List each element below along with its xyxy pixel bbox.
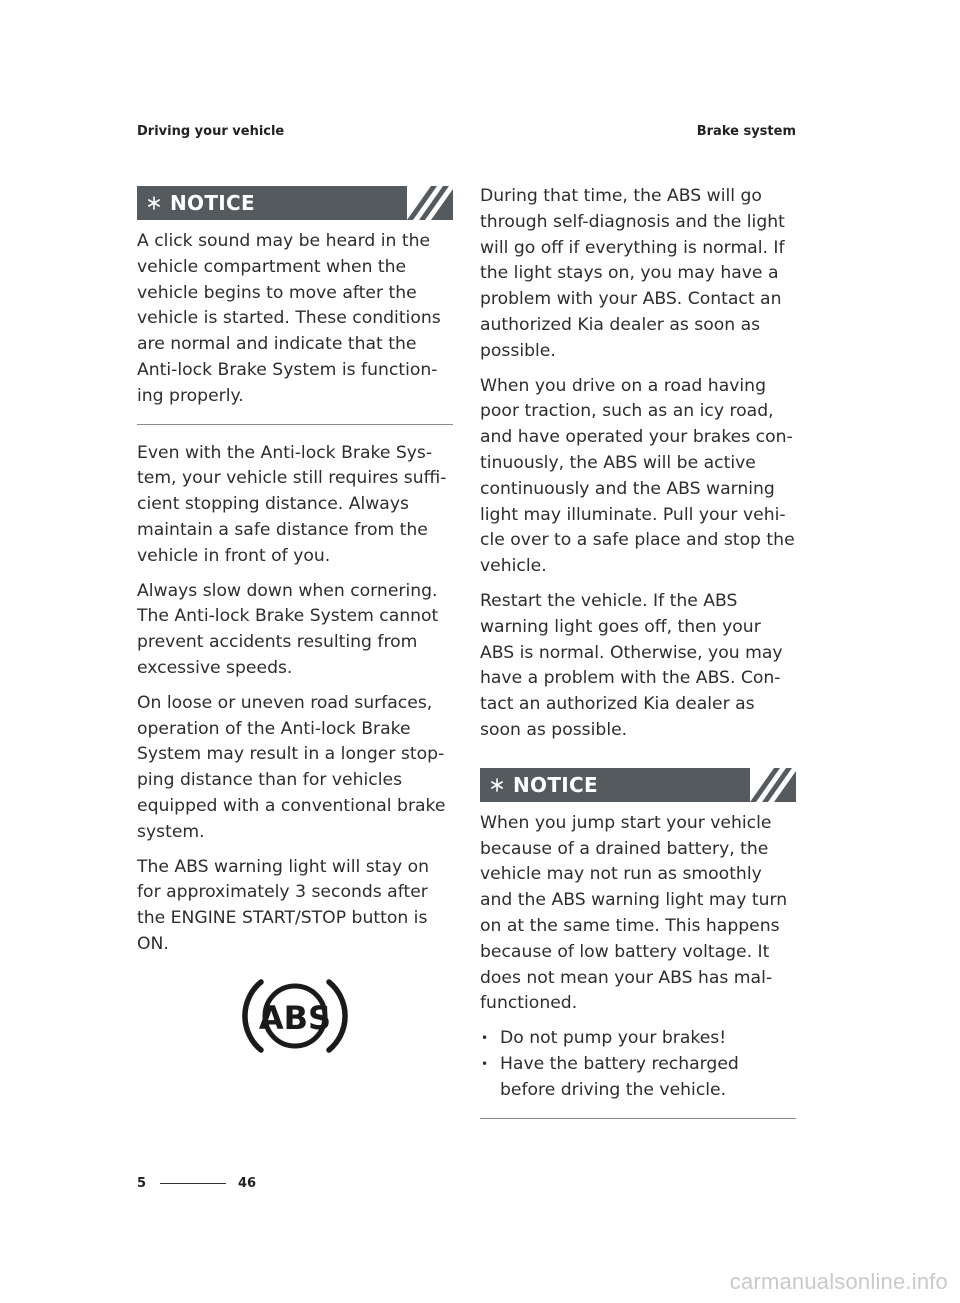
notice-title: NOTICE — [513, 772, 598, 797]
list-item: • Have the battery recharged before driving the vehicle. — [480, 1052, 796, 1104]
page-number: 46 — [238, 1176, 257, 1191]
left-column — [137, 186, 453, 1056]
asterisk-icon — [147, 196, 161, 210]
body-paragraph: When you drive on a road having poor traction, such as an icy road, and have operated your brakes con-tinuously, the ABS will be active continuously and the ABS warning light may illuminate. Pull your vehi-cle over to a safe place and stop the vehicle. — [480, 375, 795, 577]
list-item: • Do not pump your brakes! — [480, 1026, 796, 1052]
watermark: carmanualsonline.info — [729, 1269, 948, 1294]
notice-title: NOTICE — [170, 191, 255, 215]
body-paragraph: During that time, the ABS will go through self-diagnosis and the light will go off if everything is normal. If the light stays on, you may have a problem with your ABS. Contact an authorized Kia dealer as soon as possible. — [480, 186, 785, 361]
body-paragraph: On loose or uneven road surfaces, operation of the Anti-lock Brake System may result in a longer stop-ping distance than for vehicles equipped with a conventional brake system. — [137, 692, 446, 842]
notice-divider — [137, 424, 453, 425]
notice-header — [137, 186, 453, 220]
abs-symbol-text: ABS — [258, 998, 332, 1037]
notice-header — [480, 768, 796, 802]
asterisk-icon — [490, 778, 504, 792]
running-header-section: Driving your vehicle — [137, 124, 285, 139]
running-header-topic: Brake system — [696, 124, 796, 139]
chapter-number: 5 — [137, 1176, 147, 1191]
abs-warning-symbol — [137, 976, 453, 1056]
body-paragraph: Restart the vehicle. If the ABS warning light goes off, then your ABS is normal. Otherwise, you may have a problem with the ABS. Con-tact an authorized Kia dealer as soon as possible. — [480, 590, 783, 740]
notice-slash-decoration — [750, 768, 796, 802]
body-paragraph: The ABS warning light will stay on for approximately 3 seconds after the ENGINE START/STOP button is ON. — [137, 856, 430, 954]
notice-slash-decoration — [407, 186, 453, 220]
notice-body: When you jump start your vehicle because of a drained battery, the vehicle may not run as smoothly and the ABS warning light may turn on at the same time. This happens because of low battery voltage. It does not mean your ABS has mal-functioned. — [480, 812, 788, 1014]
abs-warning-light-icon — [241, 976, 349, 1056]
body-paragraph: Always slow down when cornering. The Anti-lock Brake System cannot prevent accidents resulting from excessive speeds. — [137, 580, 439, 678]
notice-divider — [480, 1118, 796, 1119]
notice-body: A click sound may be heard in the vehicle compartment when the vehicle begins to move after the vehicle is started. These conditions are normal and indicate that the Anti-lock Brake System is function-ing properly. — [137, 231, 441, 406]
footer-divider — [160, 1183, 226, 1184]
body-paragraph: Even with the Anti-lock Brake Sys-tem, your vehicle still requires suffi-cient stopping distance. Always maintain a safe distance from the vehicle in front of you. — [137, 442, 447, 566]
right-column — [480, 184, 796, 1135]
notice-bullet-list — [480, 1026, 796, 1103]
